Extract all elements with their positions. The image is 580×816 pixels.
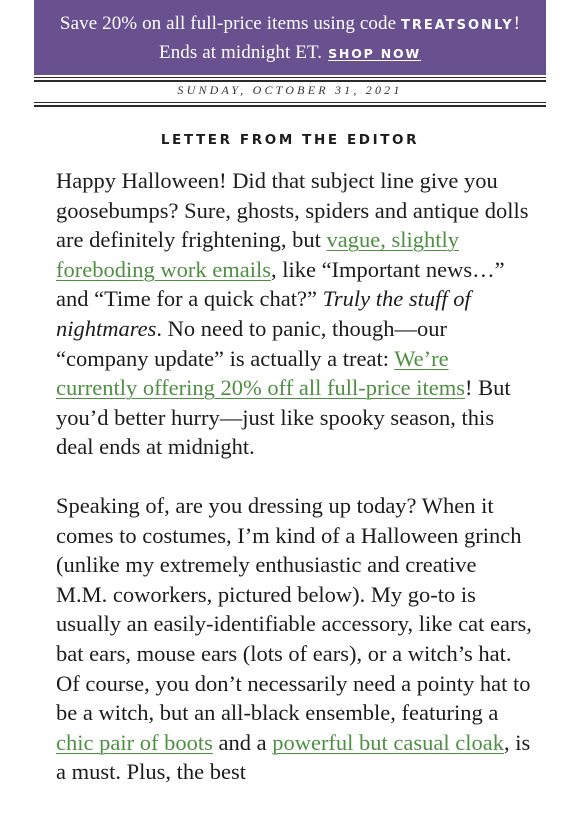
- promo-punct: !: [513, 13, 521, 34]
- cloak-link[interactable]: powerful but casual cloak: [272, 729, 504, 755]
- promo-line-1: [34, 0, 546, 39]
- p1-emphasis: Truly the stuff of nightmares: [56, 286, 471, 341]
- p2-text-3: , is a must. Plus, the best: [56, 729, 531, 785]
- promo-banner: [34, 0, 546, 75]
- sale-link[interactable]: We’re currently offering 20% off all full-price items: [56, 345, 466, 401]
- top-rule-thick: [34, 80, 546, 82]
- promo-deadline: Ends at midnight ET.: [158, 42, 323, 63]
- promo-code: TREATSONLY: [400, 18, 514, 33]
- promo-text: Save 20% on all full-price items using code: [59, 13, 401, 34]
- shop-now-link[interactable]: SHOP NOW: [328, 46, 422, 61]
- dateline: SUNDAY, OCTOBER 31, 2021: [177, 83, 403, 97]
- p1-text-4: ! But you’d better hurry—just like spooky season, this deal ends at midnight.: [56, 375, 511, 460]
- p1-text-2: , like “Important news…” and “Time for a quick chat?”: [56, 256, 505, 312]
- work-emails-link[interactable]: vague, slightly foreboding work emails: [56, 227, 460, 282]
- bottom-rule-thin: [34, 102, 546, 103]
- bottom-rule-thick: [34, 105, 546, 107]
- promo-line-2: [34, 39, 546, 67]
- editor-letter: [56, 166, 532, 816]
- paragraph-1: [56, 166, 532, 462]
- p1-text-1: Happy Halloween! Did that subject line give you goosebumps? Sure, ghosts, spiders and antique dolls are definitely frightening, but: [56, 168, 529, 253]
- p2-text-2: and a: [212, 729, 273, 755]
- p1-text-3: . No need to panic, though—our “company update” is actually a treat:: [56, 315, 447, 371]
- section-heading: LETTER FROM THE EDITOR: [160, 132, 420, 148]
- paragraph-2: [56, 491, 532, 787]
- top-rule-thin: [34, 77, 546, 78]
- boots-link[interactable]: chic pair of boots: [56, 729, 213, 755]
- p2-text-1: Speaking of, are you dressing up today? When it comes to costumes, I’m kind of a Halloween grinch (unlike my extremely enthusiastic and creative M.M. coworkers, pictured below). My go-to is usually an easily-identifiable accessory, like cat ears, bat ears, mouse ears (lots of ears), or a witch’s hat. Of course, you don’t necessarily need a pointy hat to be a witch, but an all-black ensemble, featuring a: [56, 492, 532, 726]
